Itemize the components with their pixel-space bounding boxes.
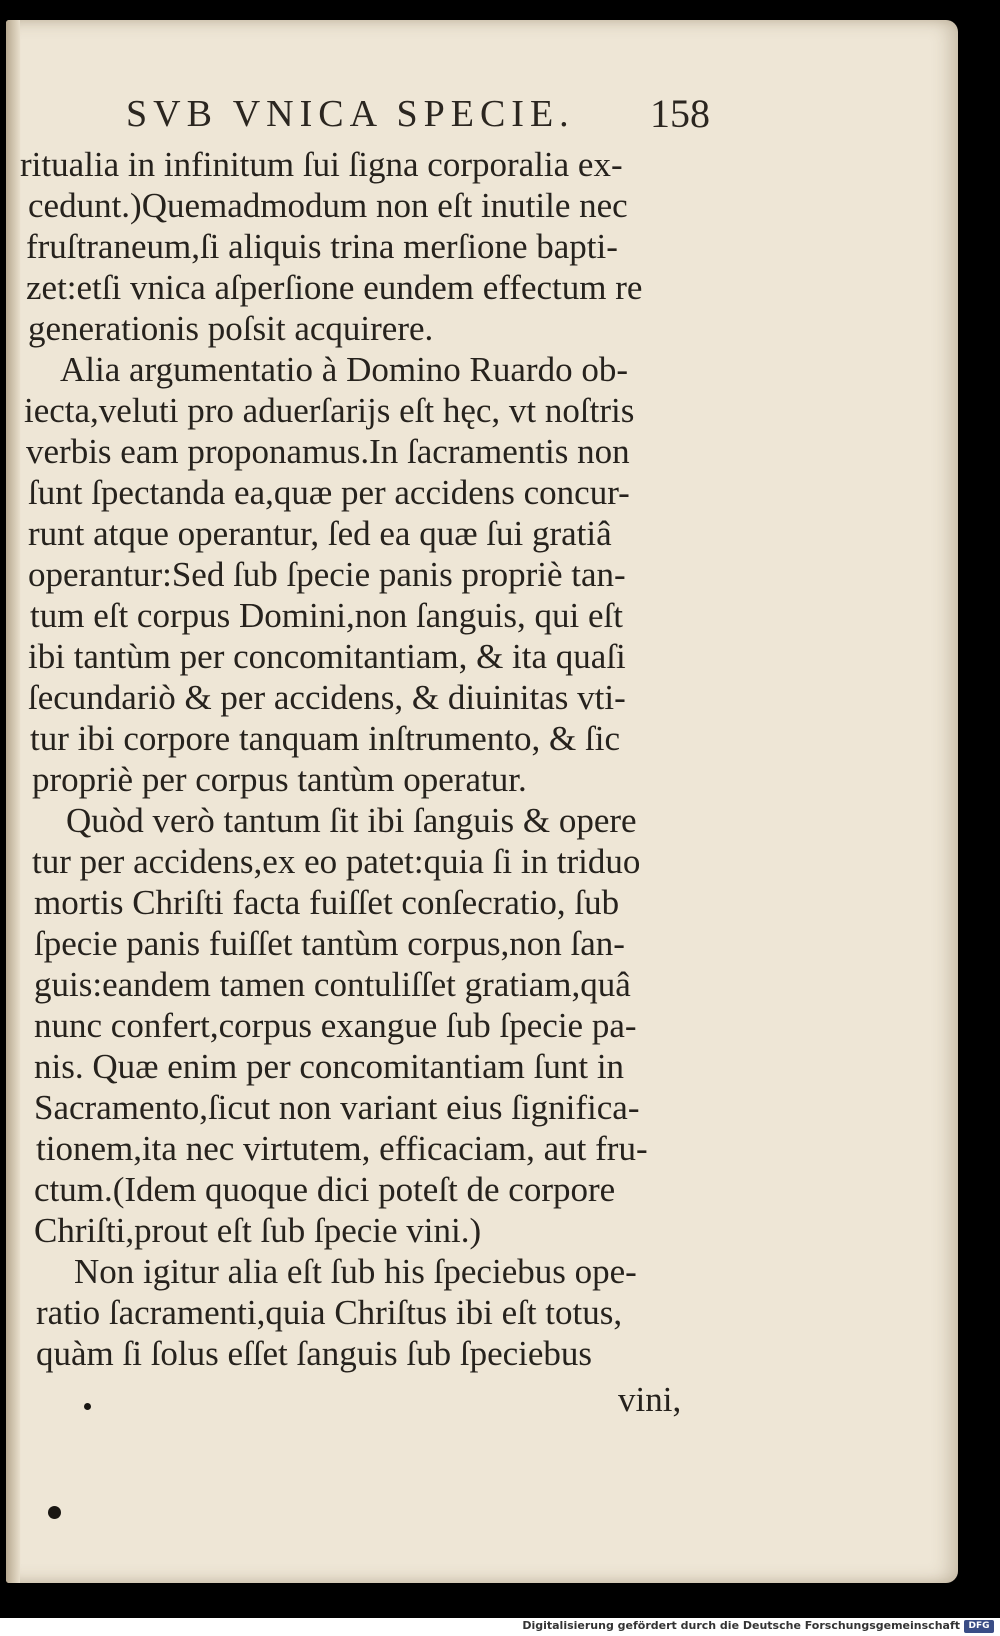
funding-credit: Digitalisierung gefördert durch die Deutsche Forschungsgemeinschaft <box>522 1619 960 1632</box>
text-line: mortis Chriſti facta fuiſſet conſecratio, ſub <box>34 883 620 922</box>
text-line: ibi tantùm per concomitantiam, & ita quaſi <box>28 637 626 676</box>
text-line: nunc confert,corpus exangue ſub ſpecie pa- <box>34 1006 637 1045</box>
text-line: tionem,ita nec virtutem, efficaciam, aut fru- <box>36 1129 648 1168</box>
text-line: runt atque operantur, ſed ea quæ ſui gratiâ <box>28 514 612 553</box>
text-line: Sacramento,ſicut non variant eius ſignifica- <box>34 1088 640 1127</box>
text-line: tur per accidens,ex eo patet:quia ſi in triduo <box>32 842 641 881</box>
text-line: cedunt.)Quemadmodum non eſt inutile nec <box>28 186 628 225</box>
text-line: ctum.(Idem quoque dici poteſt de corpore <box>34 1170 616 1209</box>
text-line: ſpecie panis fuiſſet tantùm corpus,non ſan- <box>34 924 625 963</box>
dfg-logo: DFG <box>964 1620 994 1633</box>
book-page <box>6 20 958 1583</box>
text-line: iecta,veluti pro aduerſarijs eſt hęc, vt noſtris <box>24 391 635 430</box>
running-head: SVB VNICA SPECIE. <box>126 93 575 135</box>
text-line: propriè per corpus tantùm operatur. <box>32 760 527 799</box>
text-line: nis. Quæ enim per concomitantiam ſunt in <box>34 1047 625 1086</box>
text-line: guis:eandem tamen contuliſſet gratiam,quâ <box>34 965 631 1004</box>
paragraph-start-line: Alia argumentatio à Domino Ruardo ob- <box>60 350 628 389</box>
ink-spot <box>84 1403 91 1410</box>
text-line: tur ibi corpore tanquam inſtrumento, & ſic <box>30 719 620 758</box>
text-line: ſunt ſpectanda ea,quæ per accidens concur- <box>28 473 630 512</box>
text-line: verbis eam proponamus.In ſacramentis non <box>26 432 630 471</box>
text-line: fruſtraneum,ſi aliquis trina merſione bapti- <box>26 227 618 266</box>
text-line: ratio ſacramenti,quia Chriſtus ibi eſt totus, <box>36 1293 623 1332</box>
catchword: vini, <box>618 1380 682 1419</box>
paragraph-start-line: Non igitur alia eſt ſub his ſpeciebus ope- <box>74 1252 637 1291</box>
ink-spot <box>48 1506 61 1519</box>
text-line: operantur:Sed ſub ſpecie panis propriè tan- <box>28 555 626 594</box>
text-line: zet:etſi vnica aſperſione eundem effectum re <box>26 268 643 307</box>
paragraph-start-line: Quòd verò tantum ſit ibi ſanguis & opere <box>66 801 637 840</box>
text-line: Chriſti,prout eſt ſub ſpecie vini.) <box>34 1211 482 1250</box>
text-line: ſecundariò & per accidens, & diuinitas vti- <box>28 678 626 717</box>
page-gutter <box>6 20 20 1583</box>
text-line: generationis poſsit acquirere. <box>28 309 434 348</box>
text-line: ritualia in infinitum ſui ſigna corporalia ex- <box>20 145 623 184</box>
page-number: 158 <box>650 91 710 136</box>
text-line: tum eſt corpus Domini,non ſanguis, qui eſt <box>30 596 624 635</box>
text-line: quàm ſi ſolus eſſet ſanguis ſub ſpeciebus <box>36 1334 593 1373</box>
